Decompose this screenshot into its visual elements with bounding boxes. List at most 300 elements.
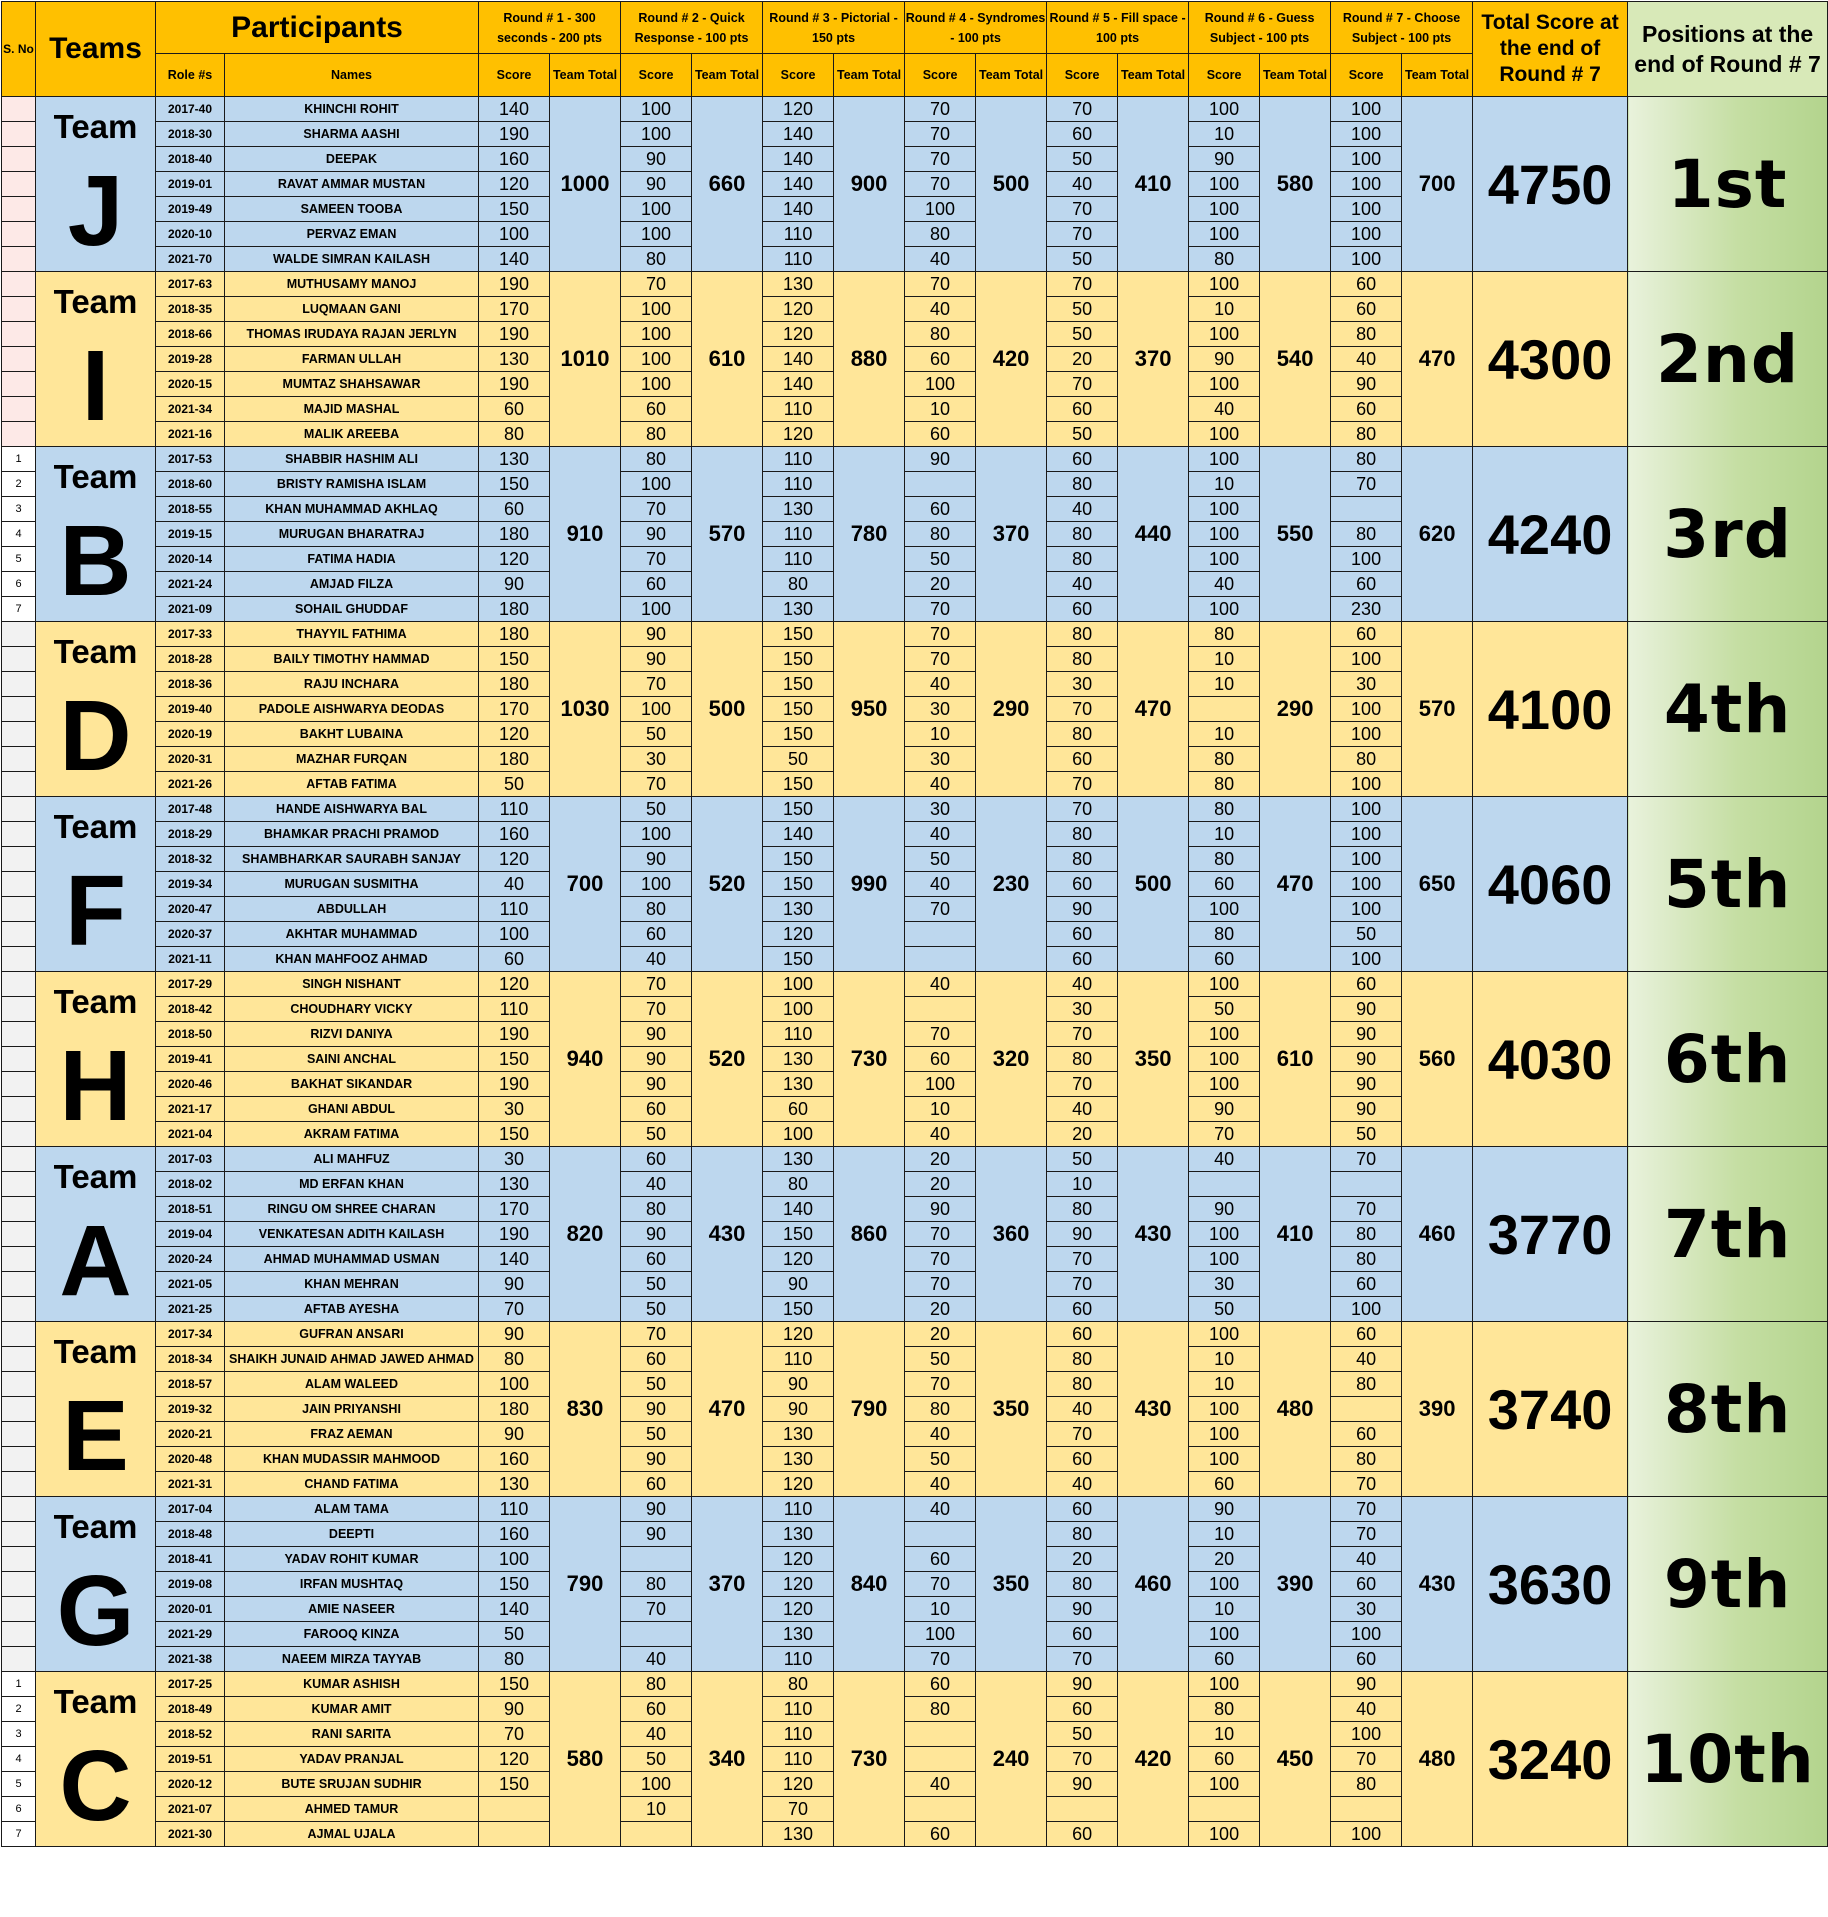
round-7-score: 40	[1331, 1697, 1402, 1722]
position-badge: 8th	[1628, 1322, 1828, 1497]
round-7-score: 40	[1331, 1347, 1402, 1372]
team-word: Team	[53, 457, 138, 495]
round-5-score: 60	[1047, 1822, 1118, 1847]
round-7-score: 60	[1331, 297, 1402, 322]
participant-name: MAZHAR FURQAN	[225, 747, 479, 772]
round-7-score: 80	[1331, 1247, 1402, 1272]
role-number: 2017-33	[156, 622, 225, 647]
score-header: Score	[621, 54, 692, 97]
names-header: Names	[225, 54, 479, 97]
round-3-score: 120	[763, 1322, 834, 1347]
round-3-score: 150	[763, 872, 834, 897]
round-4-score: 50	[905, 547, 976, 572]
round-2-team-total: 470	[692, 1322, 763, 1497]
round-1-score: 40	[479, 872, 550, 897]
role-number: 2020-14	[156, 547, 225, 572]
team-label	[36, 1147, 156, 1322]
round-6-score: 10	[1189, 1347, 1260, 1372]
round-4-team-total: 420	[976, 272, 1047, 447]
score-header: Score	[1331, 54, 1402, 97]
round-3-team-total: 990	[834, 797, 905, 972]
round-5-score: 20	[1047, 347, 1118, 372]
round-3-score: 130	[763, 1072, 834, 1097]
round-2-team-total: 610	[692, 272, 763, 447]
participant-name: AMJAD FILZA	[225, 572, 479, 597]
participant-name: SAINI ANCHAL	[225, 1047, 479, 1072]
role-number: 2017-63	[156, 272, 225, 297]
round-3-score: 150	[763, 772, 834, 797]
round-1-score: 180	[479, 1397, 550, 1422]
participant-name: RIZVI DANIYA	[225, 1022, 479, 1047]
team-word: Team	[53, 1507, 138, 1545]
participant-name: BAILY TIMOTHY HAMMAD	[225, 647, 479, 672]
round-4-score: 20	[905, 1147, 976, 1172]
sno-cell: 6	[2, 1797, 36, 1822]
round-3-team-total: 730	[834, 1672, 905, 1847]
grand-total: 3740	[1473, 1322, 1628, 1497]
round-2-score: 100	[621, 822, 692, 847]
round-7-score: 60	[1331, 1322, 1402, 1347]
team-total-header: Team Total	[976, 54, 1047, 97]
sno-cell	[2, 97, 36, 122]
round-3-score: 120	[763, 1247, 834, 1272]
round-5-score: 50	[1047, 297, 1118, 322]
round-7-score: 100	[1331, 147, 1402, 172]
role-number: 2020-15	[156, 372, 225, 397]
round-4-team-total: 290	[976, 622, 1047, 797]
role-number: 2020-31	[156, 747, 225, 772]
round-5-team-total: 430	[1118, 1147, 1189, 1322]
round-2-score: 100	[621, 347, 692, 372]
round-7-team-total: 620	[1402, 447, 1473, 622]
round-2-score: 100	[621, 1772, 692, 1797]
round-6-score: 60	[1189, 1647, 1260, 1672]
sno-cell: 1	[2, 447, 36, 472]
position-badge: 6th	[1628, 972, 1828, 1147]
grand-total: 4300	[1473, 272, 1628, 447]
round-3-score: 120	[763, 922, 834, 947]
sno-cell	[2, 772, 36, 797]
round-6-score: 100	[1189, 322, 1260, 347]
round-3-score: 120	[763, 1772, 834, 1797]
round-4-score: 40	[905, 1472, 976, 1497]
total-score-header: Total Score at the end of Round # 7	[1473, 2, 1628, 97]
round-6-score: 100	[1189, 1822, 1260, 1847]
round-7-score	[1331, 1172, 1402, 1197]
round-2-score: 60	[621, 1247, 692, 1272]
round-4-score: 60	[905, 1672, 976, 1697]
role-number: 2021-07	[156, 1797, 225, 1822]
round-4-score: 70	[905, 1272, 976, 1297]
round-7-score: 100	[1331, 1297, 1402, 1322]
table-row	[2, 797, 1828, 822]
round-7-score: 70	[1331, 1497, 1402, 1522]
round-6-score: 10	[1189, 1372, 1260, 1397]
round-4-score: 10	[905, 397, 976, 422]
round-7-score: 100	[1331, 247, 1402, 272]
round-6-score: 100	[1189, 1622, 1260, 1647]
team-word: Team	[53, 1332, 138, 1370]
round-2-score: 60	[621, 1472, 692, 1497]
round-3-score: 150	[763, 1222, 834, 1247]
round-3-score: 110	[763, 397, 834, 422]
round-6-score	[1189, 1172, 1260, 1197]
participant-name: BUTE SRUJAN SUDHIR	[225, 1772, 479, 1797]
round-3-team-total: 950	[834, 622, 905, 797]
role-number: 2019-32	[156, 1397, 225, 1422]
round-4-score: 70	[905, 597, 976, 622]
round-4-score: 70	[905, 1022, 976, 1047]
round-5-score: 90	[1047, 1597, 1118, 1622]
position-badge: 3rd	[1628, 447, 1828, 622]
round-1-score: 130	[479, 1472, 550, 1497]
participant-name: VENKATESAN ADITH KAILASH	[225, 1222, 479, 1247]
score-header: Score	[479, 54, 550, 97]
round-4-team-total: 240	[976, 1672, 1047, 1847]
role-number: 2021-24	[156, 572, 225, 597]
round-1-team-total: 580	[550, 1672, 621, 1847]
round-2-score: 50	[621, 1272, 692, 1297]
team-letter: E	[62, 1379, 129, 1492]
participant-name: AJMAL UJALA	[225, 1822, 479, 1847]
round-7-score	[1331, 1397, 1402, 1422]
round-2-score: 70	[621, 972, 692, 997]
round-3-score: 120	[763, 322, 834, 347]
round-header-5: Round # 5 - Fill space - 100 pts	[1047, 2, 1189, 54]
round-2-score: 80	[621, 1197, 692, 1222]
round-1-score: 190	[479, 1022, 550, 1047]
round-2-score: 60	[621, 1697, 692, 1722]
round-5-score: 70	[1047, 372, 1118, 397]
round-7-score: 60	[1331, 572, 1402, 597]
table-row	[2, 97, 1828, 122]
round-5-score: 40	[1047, 1472, 1118, 1497]
round-6-score: 10	[1189, 1597, 1260, 1622]
sno-cell: 7	[2, 1822, 36, 1847]
round-6-score: 80	[1189, 247, 1260, 272]
round-4-score: 70	[905, 272, 976, 297]
round-1-score: 170	[479, 297, 550, 322]
round-5-score: 80	[1047, 1522, 1118, 1547]
participant-name: ALAM TAMA	[225, 1497, 479, 1522]
round-4-score: 10	[905, 1097, 976, 1122]
round-6-team-total: 540	[1260, 272, 1331, 447]
round-5-score: 60	[1047, 1447, 1118, 1472]
role-number: 2018-32	[156, 847, 225, 872]
round-1-score: 190	[479, 1222, 550, 1247]
round-7-score: 100	[1331, 172, 1402, 197]
round-4-score: 50	[905, 1347, 976, 1372]
round-7-score: 100	[1331, 872, 1402, 897]
round-3-score: 120	[763, 422, 834, 447]
sno-cell: 3	[2, 1722, 36, 1747]
round-2-score: 100	[621, 122, 692, 147]
round-6-score: 90	[1189, 1097, 1260, 1122]
round-7-score: 40	[1331, 1547, 1402, 1572]
round-2-score: 90	[621, 1447, 692, 1472]
sno-cell	[2, 1522, 36, 1547]
round-4-score: 70	[905, 1222, 976, 1247]
round-1-score: 90	[479, 1422, 550, 1447]
round-3-team-total: 780	[834, 447, 905, 622]
round-6-score: 10	[1189, 672, 1260, 697]
participant-name: ALI MAHFUZ	[225, 1147, 479, 1172]
role-number: 2018-51	[156, 1197, 225, 1222]
grand-total: 4100	[1473, 622, 1628, 797]
round-7-score: 60	[1331, 1422, 1402, 1447]
round-4-score	[905, 997, 976, 1022]
round-6-team-total: 470	[1260, 797, 1331, 972]
sno-cell: 1	[2, 1672, 36, 1697]
role-number: 2020-19	[156, 722, 225, 747]
round-7-score: 70	[1331, 1197, 1402, 1222]
round-7-score	[1331, 497, 1402, 522]
round-1-score: 160	[479, 147, 550, 172]
round-4-score	[905, 922, 976, 947]
round-1-score: 190	[479, 272, 550, 297]
round-4-score: 70	[905, 122, 976, 147]
round-3-score: 110	[763, 1497, 834, 1522]
team-letter: A	[59, 1204, 132, 1317]
round-2-score: 70	[621, 772, 692, 797]
participant-name: AFTAB AYESHA	[225, 1297, 479, 1322]
round-1-score: 150	[479, 1047, 550, 1072]
round-4-score: 70	[905, 1647, 976, 1672]
team-total-header: Team Total	[692, 54, 763, 97]
round-3-score: 110	[763, 472, 834, 497]
participant-name: SHAIKH JUNAID AHMAD JAWED AHMAD	[225, 1347, 479, 1372]
round-7-team-total: 570	[1402, 622, 1473, 797]
round-4-score: 80	[905, 222, 976, 247]
role-number: 2020-37	[156, 922, 225, 947]
role-number: 2020-01	[156, 1597, 225, 1622]
participant-name: AKHTAR MUHAMMAD	[225, 922, 479, 947]
sno-cell	[2, 297, 36, 322]
participant-name: KHAN MUDASSIR MAHMOOD	[225, 1447, 479, 1472]
participant-name: KHAN MUHAMMAD AKHLAQ	[225, 497, 479, 522]
round-5-team-total: 500	[1118, 797, 1189, 972]
round-5-score: 70	[1047, 1747, 1118, 1772]
round-1-score: 110	[479, 897, 550, 922]
participant-name: FAROOQ KINZA	[225, 1622, 479, 1647]
sno-cell	[2, 622, 36, 647]
round-2-team-total: 520	[692, 797, 763, 972]
round-7-score: 100	[1331, 947, 1402, 972]
round-2-score: 90	[621, 1497, 692, 1522]
role-number: 2019-49	[156, 197, 225, 222]
round-3-team-total: 880	[834, 272, 905, 447]
round-7-score: 60	[1331, 972, 1402, 997]
round-4-score: 40	[905, 1422, 976, 1447]
round-5-score: 80	[1047, 1372, 1118, 1397]
round-1-team-total: 700	[550, 797, 621, 972]
round-7-score: 230	[1331, 597, 1402, 622]
round-3-score: 100	[763, 997, 834, 1022]
round-4-score: 30	[905, 697, 976, 722]
round-6-score: 100	[1189, 597, 1260, 622]
round-2-score: 50	[621, 1422, 692, 1447]
score-header: Score	[905, 54, 976, 97]
round-4-score	[905, 1797, 976, 1822]
round-4-score: 50	[905, 1447, 976, 1472]
round-3-score: 120	[763, 1547, 834, 1572]
role-number: 2021-26	[156, 772, 225, 797]
round-2-score: 80	[621, 247, 692, 272]
round-1-team-total: 1030	[550, 622, 621, 797]
round-5-score: 70	[1047, 1647, 1118, 1672]
round-5-score: 80	[1047, 647, 1118, 672]
team-letter: I	[81, 329, 110, 442]
table-row	[2, 447, 1828, 472]
round-5-score: 50	[1047, 147, 1118, 172]
sno-cell	[2, 1322, 36, 1347]
round-1-score: 90	[479, 572, 550, 597]
round-6-team-total: 610	[1260, 972, 1331, 1147]
round-3-team-total: 730	[834, 972, 905, 1147]
round-1-score: 90	[479, 1697, 550, 1722]
round-6-score: 100	[1189, 1397, 1260, 1422]
round-2-team-total: 570	[692, 447, 763, 622]
round-5-score: 90	[1047, 1222, 1118, 1247]
table-row	[2, 272, 1828, 297]
round-3-score: 150	[763, 622, 834, 647]
round-7-team-total: 470	[1402, 272, 1473, 447]
role-number: 2018-57	[156, 1372, 225, 1397]
sno-cell	[2, 322, 36, 347]
role-number: 2020-10	[156, 222, 225, 247]
round-1-score: 140	[479, 1597, 550, 1622]
sno-cell	[2, 347, 36, 372]
round-2-score: 100	[621, 697, 692, 722]
participant-name: IRFAN MUSHTAQ	[225, 1572, 479, 1597]
round-1-score: 90	[479, 1272, 550, 1297]
round-1-score: 100	[479, 1372, 550, 1397]
round-4-score: 100	[905, 197, 976, 222]
round-6-score: 50	[1189, 1297, 1260, 1322]
team-label	[36, 447, 156, 622]
round-1-score: 170	[479, 697, 550, 722]
round-2-score: 10	[621, 1797, 692, 1822]
role-number: 2018-48	[156, 1522, 225, 1547]
role-number: 2020-12	[156, 1772, 225, 1797]
round-5-score: 90	[1047, 897, 1118, 922]
round-3-score: 130	[763, 1622, 834, 1647]
round-7-score: 70	[1331, 1147, 1402, 1172]
round-3-score: 110	[763, 547, 834, 572]
round-5-score: 90	[1047, 1772, 1118, 1797]
round-1-team-total: 790	[550, 1497, 621, 1672]
round-5-team-total: 430	[1118, 1322, 1189, 1497]
round-6-score: 80	[1189, 797, 1260, 822]
sno-cell	[2, 1047, 36, 1072]
round-2-score: 60	[621, 1097, 692, 1122]
role-number: 2017-48	[156, 797, 225, 822]
round-5-score: 70	[1047, 1072, 1118, 1097]
round-1-score: 140	[479, 1247, 550, 1272]
position-badge: 9th	[1628, 1497, 1828, 1672]
round-6-team-total: 410	[1260, 1147, 1331, 1322]
round-5-score: 80	[1047, 1047, 1118, 1072]
team-total-header: Team Total	[1260, 54, 1331, 97]
round-2-score: 90	[621, 847, 692, 872]
team-letter: H	[59, 1029, 132, 1142]
round-2-score: 100	[621, 597, 692, 622]
round-5-score: 70	[1047, 797, 1118, 822]
participant-name: RINGU OM SHREE CHARAN	[225, 1197, 479, 1222]
round-6-score: 100	[1189, 1072, 1260, 1097]
round-7-score: 70	[1331, 1472, 1402, 1497]
round-1-score: 190	[479, 372, 550, 397]
role-number: 2021-17	[156, 1097, 225, 1122]
round-7-team-total: 560	[1402, 972, 1473, 1147]
round-3-score: 110	[763, 247, 834, 272]
round-4-score	[905, 947, 976, 972]
participant-name: MURUGAN SUSMITHA	[225, 872, 479, 897]
round-2-score: 90	[621, 1072, 692, 1097]
round-1-score: 110	[479, 997, 550, 1022]
participant-name: RAJU INCHARA	[225, 672, 479, 697]
sno-cell: 2	[2, 472, 36, 497]
team-total-header: Team Total	[834, 54, 905, 97]
round-6-team-total: 580	[1260, 97, 1331, 272]
position-badge: 4th	[1628, 622, 1828, 797]
round-2-score: 80	[621, 1672, 692, 1697]
round-6-score: 100	[1189, 372, 1260, 397]
sno-cell: 4	[2, 1747, 36, 1772]
round-4-score: 40	[905, 1497, 976, 1522]
role-number: 2020-21	[156, 1422, 225, 1447]
round-2-team-total: 500	[692, 622, 763, 797]
round-1-score: 150	[479, 197, 550, 222]
round-6-score: 70	[1189, 1122, 1260, 1147]
round-7-score: 90	[1331, 1097, 1402, 1122]
round-6-team-total: 390	[1260, 1497, 1331, 1672]
round-6-team-total: 480	[1260, 1322, 1331, 1497]
round-5-score: 60	[1047, 1297, 1118, 1322]
round-2-score: 60	[621, 1147, 692, 1172]
round-2-score: 70	[621, 497, 692, 522]
round-3-score: 110	[763, 1697, 834, 1722]
participant-name: THAYYIL FATHIMA	[225, 622, 479, 647]
round-4-score: 40	[905, 822, 976, 847]
team-word: Team	[53, 107, 138, 145]
round-6-score: 100	[1189, 972, 1260, 997]
round-header-7: Round # 7 - Choose Subject - 100 pts	[1331, 2, 1473, 54]
round-6-score: 90	[1189, 1497, 1260, 1522]
round-1-team-total: 910	[550, 447, 621, 622]
round-6-score: 100	[1189, 422, 1260, 447]
round-3-score: 150	[763, 797, 834, 822]
round-4-score: 10	[905, 722, 976, 747]
participant-name: FRAZ AEMAN	[225, 1422, 479, 1447]
round-5-score: 70	[1047, 1247, 1118, 1272]
team-label	[36, 272, 156, 447]
round-3-score: 60	[763, 1097, 834, 1122]
round-1-score: 30	[479, 1147, 550, 1172]
round-6-score: 100	[1189, 1572, 1260, 1597]
round-1-score: 150	[479, 647, 550, 672]
round-2-score: 90	[621, 1222, 692, 1247]
round-4-score: 100	[905, 1622, 976, 1647]
round-5-score: 50	[1047, 247, 1118, 272]
round-1-score: 160	[479, 822, 550, 847]
round-7-team-total: 700	[1402, 97, 1473, 272]
team-label	[36, 972, 156, 1147]
round-4-score: 60	[905, 497, 976, 522]
round-2-score: 60	[621, 572, 692, 597]
round-7-score: 70	[1331, 472, 1402, 497]
round-2-score: 50	[621, 1122, 692, 1147]
